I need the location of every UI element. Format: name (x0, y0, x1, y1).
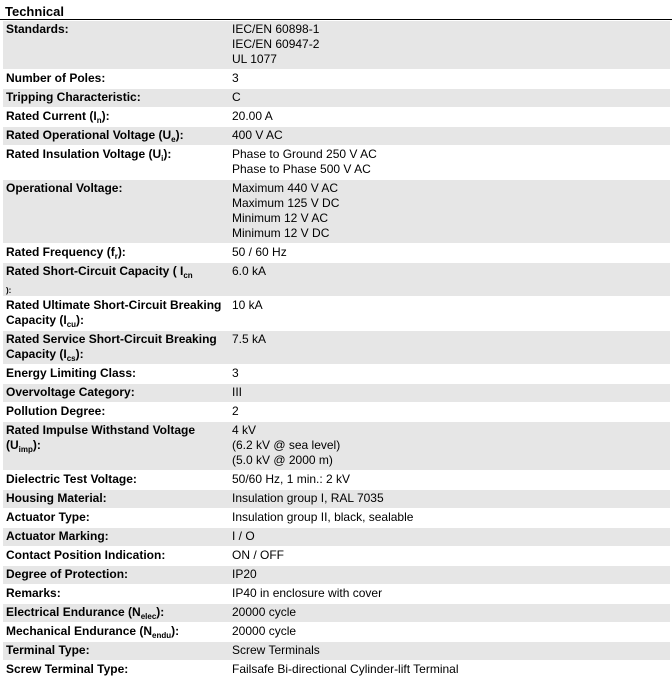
value-line: C (232, 90, 241, 104)
spec-label (3, 127, 225, 146)
spec-row (3, 70, 670, 89)
spec-label (3, 661, 225, 680)
spec-value (225, 604, 670, 623)
value-line: IEC/EN 60947-2 (232, 37, 320, 51)
value-line: ON / OFF (232, 548, 284, 562)
spec-label (3, 642, 225, 661)
label-text: Dielectric Test Voltage: (6, 472, 137, 486)
section-title: Technical (5, 4, 65, 19)
spec-row (3, 180, 670, 244)
section-divider (0, 19, 672, 20)
spec-label (3, 297, 225, 331)
value-line: IP20 (232, 567, 257, 581)
spec-label (3, 604, 225, 623)
label-text: Terminal Type: (6, 643, 90, 657)
spec-value (225, 365, 670, 384)
label-text: Electrical Endurance (N (6, 605, 141, 619)
spec-row (3, 528, 670, 547)
spec-row (3, 403, 670, 422)
spec-label (3, 89, 225, 108)
label-subscript: elec (140, 612, 157, 621)
spec-value (225, 89, 670, 108)
value-line: Phase to Phase 500 V AC (232, 162, 371, 176)
spec-row (3, 661, 670, 680)
label-text: Rated Service Short-Circuit Breaking Capacity (I (6, 332, 217, 361)
spec-value (225, 566, 670, 585)
value-line: 3 (232, 366, 239, 380)
value-line: 6.0 kA (232, 264, 267, 278)
spec-row (3, 89, 670, 108)
spec-row (3, 331, 670, 365)
label-subscript: cs (66, 354, 76, 363)
spec-row (3, 297, 670, 331)
label-text: Operational Voltage: (6, 181, 123, 195)
spec-value (225, 70, 670, 89)
label-text: ): (156, 605, 165, 619)
spec-label (3, 566, 225, 585)
spec-row (3, 642, 670, 661)
spec-value (225, 528, 670, 547)
spec-value (225, 547, 670, 566)
label-text: Number of Poles: (6, 71, 106, 85)
value-line: 3 (232, 71, 239, 85)
spec-value (225, 471, 670, 490)
label-text: Rated Impulse Withstand Voltage (U (6, 423, 196, 452)
spec-value (225, 180, 670, 244)
value-line: 400 V AC (232, 128, 283, 142)
label-text: Rated Frequency (f (6, 245, 115, 259)
spec-label (3, 471, 225, 490)
spec-row (3, 623, 670, 642)
spec-label (3, 547, 225, 566)
spec-row (3, 263, 670, 297)
value-line: III (232, 385, 243, 399)
label-text: Degree of Protection: (6, 567, 129, 581)
label-text: Standards: (6, 22, 69, 36)
value-line: 20.00 A (232, 109, 273, 123)
spec-row (3, 21, 670, 70)
spec-label (3, 244, 225, 263)
spec-table-body (3, 21, 670, 680)
spec-label (3, 384, 225, 403)
label-subscript: e (171, 135, 176, 144)
spec-value (225, 108, 670, 127)
label-subscript: cn (183, 271, 193, 280)
value-line: Failsafe Bi-directional Cylinder-lift Terminal (232, 662, 459, 676)
spec-value (225, 422, 670, 471)
spec-row (3, 509, 670, 528)
spec-value (225, 244, 670, 263)
spec-value (225, 127, 670, 146)
value-line: Screw Terminals (232, 643, 320, 657)
value-line: UL 1077 (232, 52, 277, 66)
value-line: Maximum 440 V AC (232, 181, 339, 195)
label-text: Pollution Degree: (6, 404, 106, 418)
value-line: I / O (232, 529, 255, 543)
label-text: ): (32, 438, 41, 452)
value-line: (5.0 kV @ 2000 m) (232, 453, 333, 467)
spec-label (3, 422, 225, 471)
label-text: Overvoltage Category: (6, 385, 135, 399)
spec-label (3, 490, 225, 509)
label-text: ): (76, 313, 85, 327)
spec-label (3, 263, 225, 297)
spec-value (225, 297, 670, 331)
spec-value (225, 623, 670, 642)
label-subscript: imp (18, 445, 33, 454)
spec-value (225, 146, 670, 180)
spec-label (3, 331, 225, 365)
label-text: Rated Operational Voltage (U (6, 128, 172, 142)
label-text: ): (75, 347, 84, 361)
value-line: 10 kA (232, 298, 263, 312)
value-line: 20000 cycle (232, 605, 297, 619)
spec-row (3, 108, 670, 127)
label-subscript: n (96, 116, 102, 125)
spec-row (3, 127, 670, 146)
label-text: Actuator Marking: (6, 529, 109, 543)
label-text: ): (171, 624, 180, 638)
spec-row (3, 471, 670, 490)
label-text: Actuator Type: (6, 510, 90, 524)
value-line: 50 / 60 Hz (232, 245, 287, 259)
spec-label (3, 180, 225, 244)
label-text: Screw Terminal Type: (6, 662, 129, 676)
value-line: Minimum 12 V DC (232, 226, 330, 240)
value-line: Phase to Ground 250 V AC (232, 147, 377, 161)
value-line: 4 kV (232, 423, 257, 437)
value-line: Maximum 125 V DC (232, 196, 340, 210)
value-line: 20000 cycle (232, 624, 297, 638)
spec-row (3, 365, 670, 384)
spec-label (3, 403, 225, 422)
label-text: Rated Ultimate Short-Circuit Breaking Capacity (I (6, 298, 222, 327)
spec-label (3, 108, 225, 127)
value-line: 2 (232, 404, 239, 418)
label-subscript: r (114, 252, 118, 261)
spec-row (3, 384, 670, 403)
spec-value (225, 263, 670, 297)
label-text: ): (175, 128, 184, 142)
spec-label (3, 21, 225, 70)
value-line: Minimum 12 V AC (232, 211, 329, 225)
label-subscript: ): (6, 286, 12, 295)
spec-row (3, 146, 670, 180)
spec-value (225, 490, 670, 509)
value-line: 50/60 Hz, 1 min.: 2 kV (232, 472, 351, 486)
spec-row (3, 566, 670, 585)
spec-row (3, 422, 670, 471)
spec-label (3, 146, 225, 180)
label-subscript: endu (152, 631, 172, 640)
label-text: Rated Insulation Voltage (U (6, 147, 162, 161)
label-text: Contact Position Indication: (6, 548, 166, 562)
spec-label (3, 585, 225, 604)
spec-value (225, 642, 670, 661)
spec-value (225, 21, 670, 70)
value-line: IEC/EN 60898-1 (232, 22, 320, 36)
spec-value (225, 403, 670, 422)
label-text: ): (163, 147, 172, 161)
label-text: Rated Short-Circuit Capacity ( I (6, 264, 184, 278)
value-line: (6.2 kV @ sea level) (232, 438, 341, 452)
label-text: ): (101, 109, 110, 123)
spec-label (3, 528, 225, 547)
spec-value (225, 661, 670, 680)
value-line: Insulation group II, black, sealable (232, 510, 414, 524)
spec-label (3, 365, 225, 384)
label-text: Tripping Characteristic: (6, 90, 141, 104)
label-text: Mechanical Endurance (N (6, 624, 153, 638)
label-subscript: cu (66, 320, 77, 329)
label-text: Remarks: (6, 586, 61, 600)
spec-label (3, 623, 225, 642)
label-text: ): (117, 245, 126, 259)
spec-value (225, 509, 670, 528)
spec-label (3, 509, 225, 528)
spec-row (3, 490, 670, 509)
spec-value (225, 585, 670, 604)
label-subscript: i (161, 154, 164, 163)
value-line: IP40 in enclosure with cover (232, 586, 383, 600)
spec-row (3, 585, 670, 604)
spec-value (225, 331, 670, 365)
spec-value (225, 384, 670, 403)
value-line: 7.5 kA (232, 332, 267, 346)
label-text: Housing Material: (6, 491, 107, 505)
label-text: Rated Current (I (6, 109, 97, 123)
spec-label (3, 70, 225, 89)
value-line: Insulation group I, RAL 7035 (232, 491, 384, 505)
technical-specs-table (3, 21, 670, 680)
spec-row (3, 604, 670, 623)
spec-row (3, 244, 670, 263)
spec-row (3, 547, 670, 566)
label-text: Energy Limiting Class: (6, 366, 137, 380)
